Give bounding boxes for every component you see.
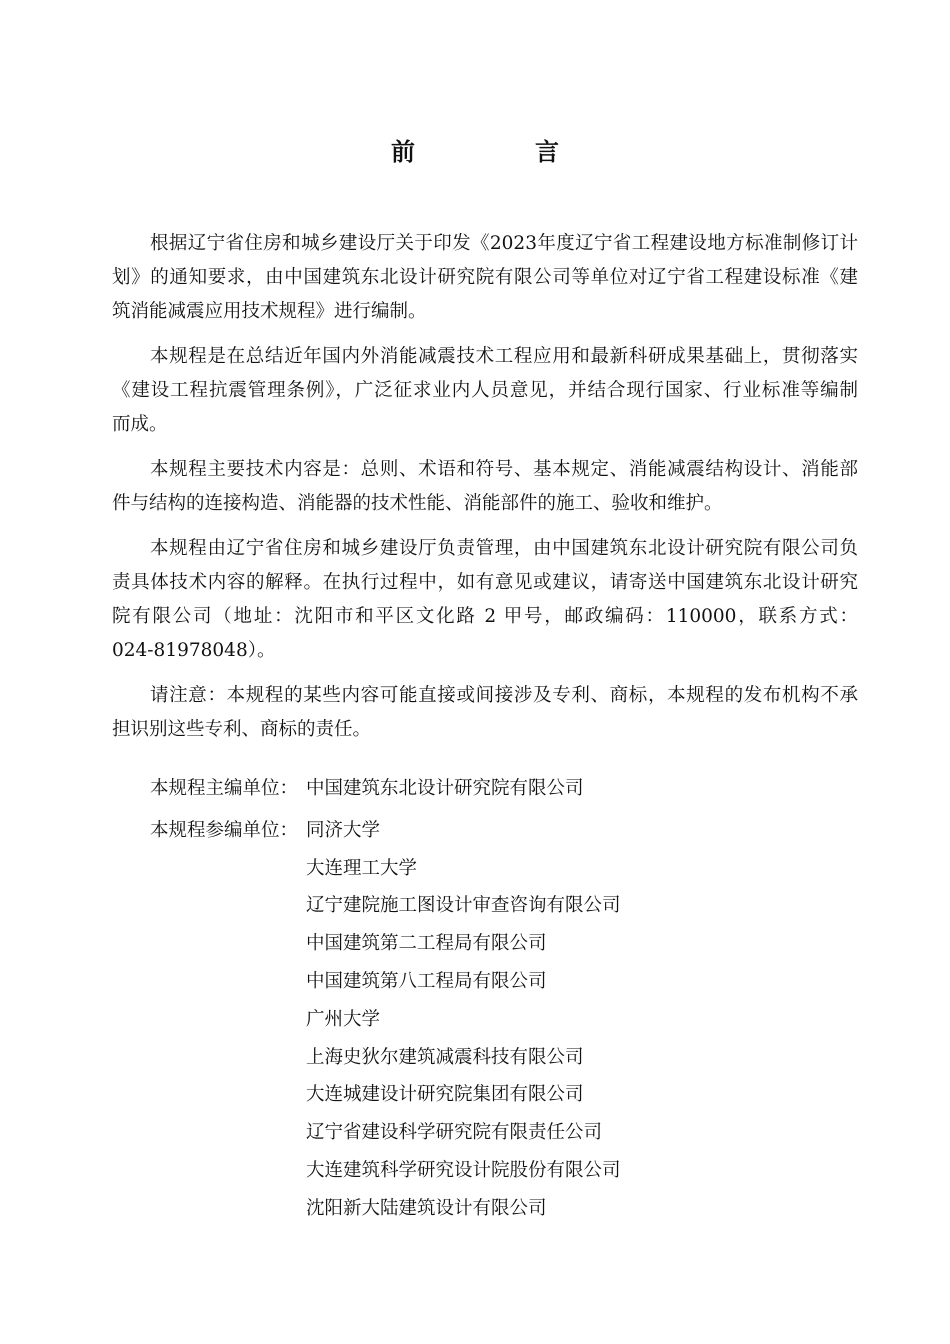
paragraph-line: 024-81978048）。	[112, 640, 276, 661]
preface-body	[112, 227, 858, 758]
paragraph-line: 筑消能减震应用技术规程》进行编制。	[112, 301, 427, 322]
participant-unit-name: 上海史狄尔建筑减震科技有限公司	[306, 1046, 584, 1068]
participant-unit	[150, 814, 621, 852]
paragraph	[112, 340, 858, 442]
paragraph	[112, 227, 858, 329]
participant-unit-name: 辽宁建院施工图设计审查咨询有限公司	[306, 895, 621, 917]
paragraph-line: 院有限公司（地址：沈阳市和平区文化路 2 甲号，邮政编码：110000，联系方式：	[112, 606, 858, 627]
participant-unit-name: 广州大学	[306, 1008, 381, 1030]
paragraph-line: 件与结构的连接构造、消能器的技术性能、消能部件的施工、验收和维护。	[112, 493, 723, 514]
participant-unit-name: 大连建筑科学研究设计院股份有限公司	[306, 1159, 621, 1181]
paragraph-line: 而成。	[112, 414, 168, 435]
units-section	[150, 772, 621, 1230]
chief-editor-row	[150, 772, 621, 810]
participant-unit-name: 大连城建设计研究院集团有限公司	[306, 1084, 584, 1106]
participant-unit-name: 大连理工大学	[306, 857, 418, 879]
participant-unit	[150, 1116, 621, 1154]
participant-unit	[150, 852, 621, 890]
participant-unit	[150, 965, 621, 1003]
page-title: 前 言	[391, 137, 607, 166]
paragraph-line: 划》的通知要求，由中国建筑东北设计研究院有限公司等单位对辽宁省工程建设标准《建	[112, 267, 858, 288]
paragraph-line: 根据辽宁省住房和城乡建设厅关于印发《2023年度辽宁省工程建设地方标准制修订计	[150, 233, 858, 254]
participant-unit-name: 辽宁省建设科学研究院有限责任公司	[306, 1122, 603, 1144]
participant-unit	[150, 927, 621, 965]
chief-editor-label: 本规程主编单位：	[150, 778, 299, 799]
participant-unit-name: 中国建筑第八工程局有限公司	[306, 970, 547, 992]
paragraph	[112, 679, 858, 747]
paragraph-line: 本规程是在总结近年国内外消能减震技术工程应用和最新科研成果基础上，贯彻落实	[150, 346, 858, 367]
paragraph	[112, 453, 858, 521]
participant-unit	[150, 1192, 621, 1230]
participant-unit-name: 沈阳新大陆建筑设计有限公司	[306, 1197, 547, 1219]
participant-unit	[150, 1154, 621, 1192]
paragraph	[112, 532, 858, 668]
paragraph-line: 《建设工程抗震管理条例》，广泛征求业内人员意见，并结合现行国家、行业标准等编制	[112, 380, 858, 401]
participant-unit	[150, 1003, 621, 1041]
paragraph-line: 本规程由辽宁省住房和城乡建设厅负责管理，由中国建筑东北设计研究院有限公司负	[150, 538, 858, 559]
chief-editor-value: 中国建筑东北设计研究院有限公司	[306, 778, 584, 799]
paragraph-line: 责具体技术内容的解释。在执行过程中，如有意见或建议，请寄送中国建筑东北设计研究	[112, 572, 858, 593]
paragraph-line: 请注意：本规程的某些内容可能直接或间接涉及专利、商标，本规程的发布机构不承	[150, 685, 858, 706]
participant-unit	[150, 889, 621, 927]
participant-unit-name: 中国建筑第二工程局有限公司	[306, 933, 547, 955]
participant-unit	[150, 1078, 621, 1116]
participant-unit-name: 同济大学	[306, 819, 381, 841]
paragraph-line: 担识别这些专利、商标的责任。	[112, 719, 372, 740]
paragraph-line: 本规程主要技术内容是：总则、术语和符号、基本规定、消能减震结构设计、消能部	[150, 459, 858, 480]
participant-unit	[150, 1041, 621, 1079]
participants-label: 本规程参编单位：	[150, 819, 299, 841]
